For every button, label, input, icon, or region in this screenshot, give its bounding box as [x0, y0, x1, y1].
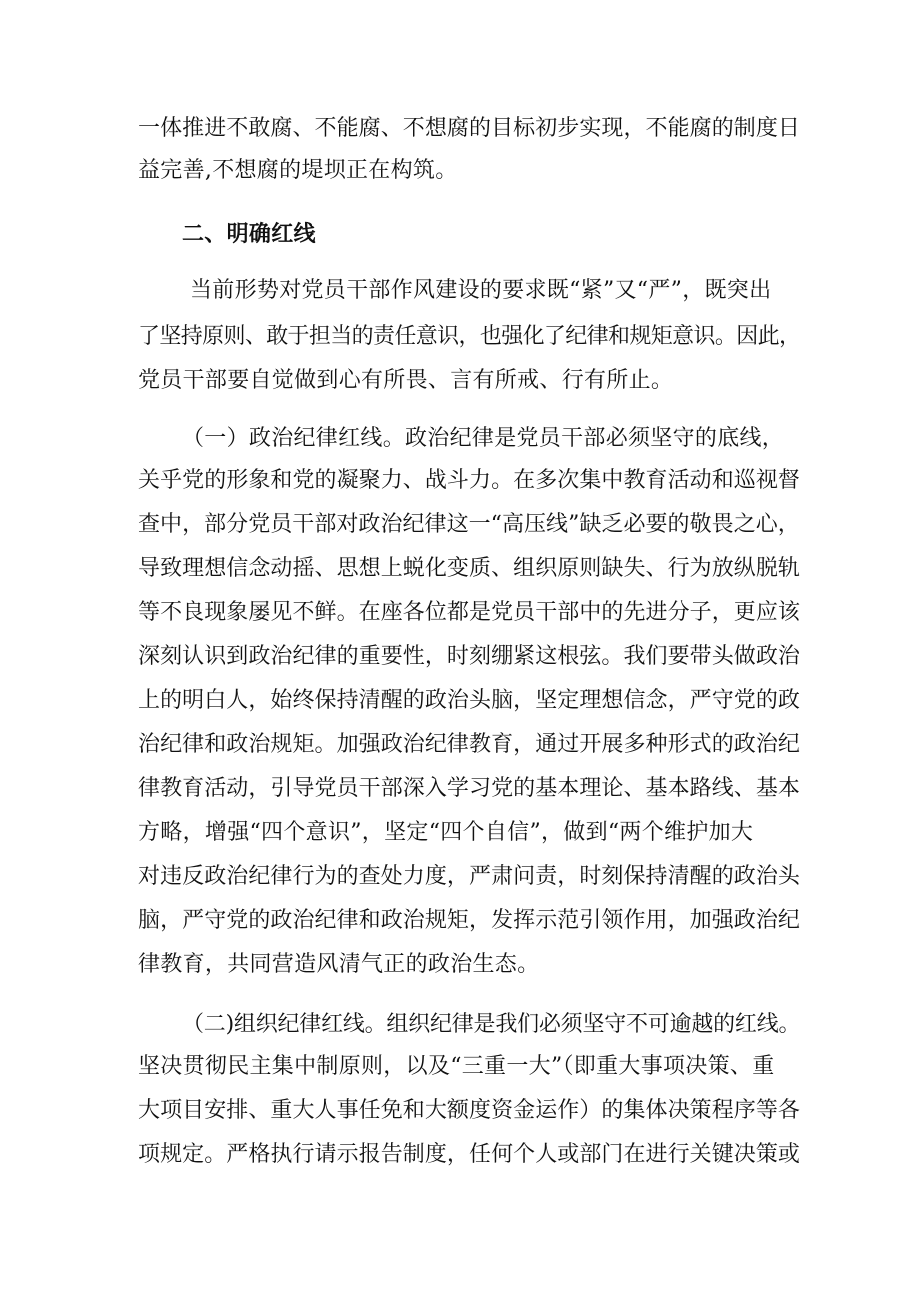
paragraph-line: 益完善,不想腐的堤坝正在构筑。: [138, 158, 458, 183]
paragraph-line: 方略，增强“四个意识”，坚定“四个自信”，做到“两个维护加大: [138, 820, 754, 845]
paragraph-line: 等不良现象屡见不鲜。在座各位都是党员干部中的先进分子，更应该: [138, 600, 801, 625]
paragraph-line: 上的明白人，始终保持清醒的政治头脑，坚定理想信念，严守党的政: [138, 688, 801, 713]
paragraph-line: （二)组织纪律红线。组织纪律是我们必须坚守不可逾越的红线。: [182, 1012, 801, 1037]
paragraph-line: 律教育活动，引导党员干部深入学习党的基本理论、基本路线、基本: [138, 776, 801, 801]
paragraph-line: （一）政治纪律红线。政治纪律是党员干部必须坚守的底线，: [182, 426, 785, 451]
section-heading: 二、明确红线: [182, 222, 316, 247]
paragraph-line: 深刻认识到政治纪律的重要性，时刻绷紧这根弦。我们要带头做政治: [138, 644, 801, 669]
paragraph-line: 项规定。严格执行请示报告制度，任何个人或部门在进行关键决策或: [138, 1142, 801, 1167]
paragraph-line: 坚决贯彻民主集中制原则，以及“三重一大”（即重大事项决策、重: [138, 1054, 775, 1079]
paragraph-line: 脑，严守党的政治纪律和政治规矩，发挥示范引领作用，加强政治纪: [138, 908, 801, 933]
paragraph-line: 当前形势对党员干部作风建设的要求既“紧”又“严”，既突出: [190, 278, 772, 303]
paragraph-line: 导致理想信念动摇、思想上蜕化变质、组织原则缺失、行为放纵脱轨: [138, 556, 801, 581]
paragraph-line: 律教育，共同营造风清气正的政治生态。: [138, 952, 540, 977]
paragraph-line: 查中，部分党员干部对政治纪律这一“高压线”缺乏必要的敬畏之心，: [138, 512, 800, 537]
paragraph-line: 治纪律和政治规矩。加强政治纪律教育，通过开展多种形式的政治纪: [138, 732, 801, 757]
paragraph-line: 大项目安排、重大人事任免和大额度资金运作）的集体决策程序等各: [138, 1098, 801, 1123]
paragraph-line: 了坚持原则、敢于担当的责任意识，也强化了纪律和规矩意识。因此，: [138, 324, 801, 349]
paragraph-line: 对违反政治纪律行为的查处力度，严肃问责，时刻保持清醒的政治头: [138, 864, 801, 889]
paragraph-line: 一体推进不敢腐、不能腐、不想腐的目标初步实现，不能腐的制度日: [138, 116, 801, 141]
paragraph-line: 党员干部要自觉做到心有所畏、言有所戒、行有所止。: [138, 368, 674, 393]
paragraph-line: 关乎党的形象和党的凝聚力、战斗力。在多次集中教育活动和巡视督: [138, 468, 801, 493]
